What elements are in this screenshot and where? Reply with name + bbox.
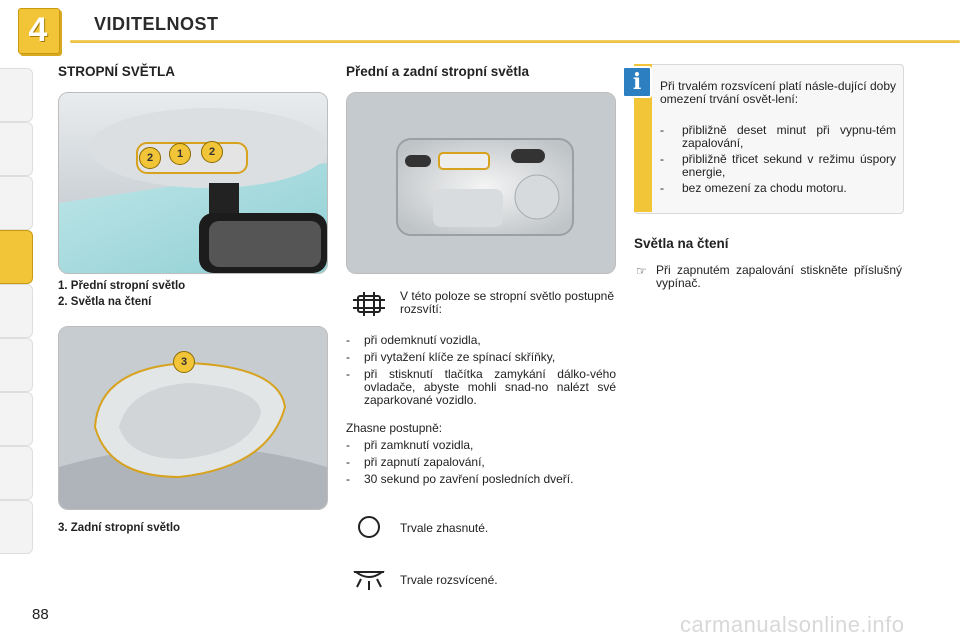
info-list-text: přibližně třicet sekund v režimu úspory energie, — [682, 152, 896, 179]
chapter-tab-6[interactable] — [0, 338, 33, 392]
ceiling-console-photo — [346, 92, 616, 274]
watermark: carmanualsonline.info — [680, 612, 905, 637]
marker-1: 1 — [169, 143, 191, 165]
reading-lights-text: Při zapnutém zapalování stiskněte příslušný vypínač. — [656, 263, 902, 290]
off-list-text: 30 sekund po zavření posledních dveří. — [364, 472, 574, 486]
chapter-number: 4 — [28, 11, 48, 49]
light-off-icon — [356, 514, 382, 540]
light-on-icon — [352, 566, 386, 592]
page-number: 88 — [32, 606, 49, 623]
front-ceiling-light-photo — [58, 92, 328, 274]
section-heading-ceiling-lights: STROPNÍ SVĚTLA — [58, 64, 176, 79]
on-list-text: při stisknutí tlačítka zamykání dálko-vého ovladače, abyste mohli snad-no nalézt své zaparkované vozidlo. — [364, 367, 616, 407]
info-icon: i — [622, 66, 652, 98]
chapter-tab-3[interactable] — [0, 176, 33, 230]
off-list-text: při zamknutí vozidla, — [364, 438, 474, 452]
off-list-text: při zapnutí zapalování, — [364, 455, 485, 469]
on-list-text: při vytažení klíče ze spínací skříňky, — [364, 350, 556, 364]
off-intro: Zhasne postupně: — [346, 421, 443, 435]
info-text: Při trvalém rozsvícení platí násle-dující doby omezení trvání osvět-lení: — [660, 79, 896, 106]
info-list-text: přibližně deset minut při vypnu-tém zapalování, — [682, 123, 896, 150]
section-heading-front-rear: Přední a zadní stropní světla — [346, 64, 530, 79]
caption-rear-light: 3. Zadní stropní světlo — [58, 522, 181, 534]
chapter-tab-4[interactable] — [0, 230, 33, 284]
caption-front-light: 1. Přední stropní světlo — [58, 280, 186, 292]
chapter-tab-8[interactable] — [0, 446, 33, 500]
chapter-tab-2[interactable] — [0, 122, 33, 176]
rear-ceiling-light-illustration — [59, 327, 327, 509]
marker-2-right: 2 — [201, 141, 223, 163]
rear-ceiling-light-photo — [58, 326, 328, 510]
chapter-tab-1[interactable] — [0, 68, 33, 122]
pointing-hand-icon: ☞ — [636, 264, 647, 278]
header-rule — [70, 40, 960, 43]
marker-3: 3 — [173, 351, 195, 373]
ceiling-console-illustration — [347, 93, 615, 273]
caption-reading-lights: 2. Světla na čtení — [58, 296, 152, 308]
page-title: VIDITELNOST — [94, 14, 219, 34]
marker-2-left: 2 — [139, 147, 161, 169]
front-ceiling-light-illustration — [59, 93, 327, 273]
chapter-tab-9[interactable] — [0, 500, 33, 554]
door-mode-description: V této poloze se stropní světlo postupně rozsvítí: — [400, 289, 614, 316]
info-list-text: bez omezení za chodu motoru. — [682, 181, 847, 195]
on-list-text: při odemknutí vozidla, — [364, 333, 481, 347]
always-on-label: Trvale rozsvícené. — [400, 573, 498, 587]
chapter-tab-7[interactable] — [0, 392, 33, 446]
door-courtesy-light-icon — [352, 290, 386, 318]
chapter-tab-5[interactable] — [0, 284, 33, 338]
section-heading-reading-lights: Světla na čtení — [634, 236, 729, 251]
always-off-label: Trvale zhasnuté. — [400, 521, 489, 535]
